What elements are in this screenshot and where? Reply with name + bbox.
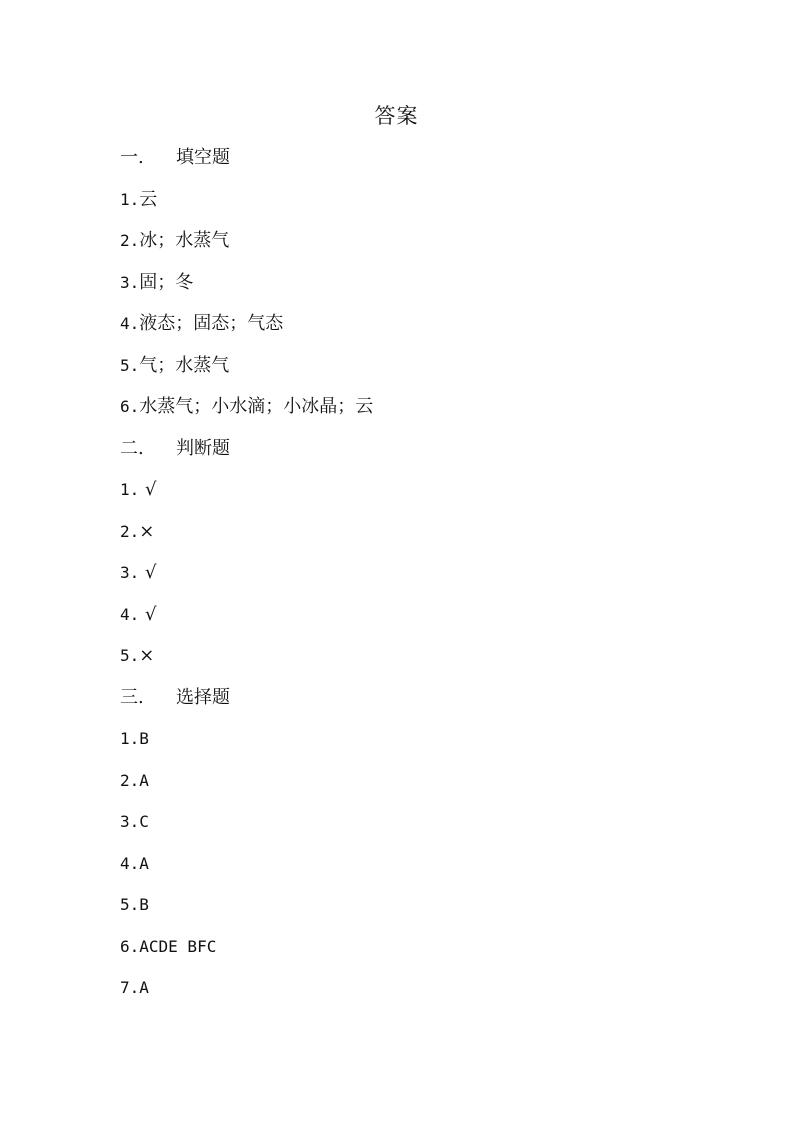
item-number: 6.: [120, 936, 140, 956]
item-answer: ACDE BFC: [139, 936, 217, 956]
answer-item: [120, 766, 680, 808]
item-number: 2.: [120, 231, 140, 250]
answer-item: [120, 226, 680, 268]
item-number: 5.: [120, 895, 140, 914]
item-number: 2.: [120, 770, 140, 790]
item-answer: A: [139, 853, 149, 873]
item-number: 7.: [120, 978, 140, 997]
check-mark: √: [145, 603, 157, 625]
item-number: 5.: [120, 355, 140, 375]
answer-item: [120, 309, 680, 351]
answer-item: [120, 932, 680, 974]
item-number: 4.: [120, 853, 140, 873]
section-number: 三.: [120, 686, 144, 708]
item-answer: C: [139, 812, 149, 831]
item-number: 3.: [120, 812, 140, 831]
check-mark: √: [145, 479, 157, 500]
section-heading: [120, 434, 680, 476]
item-answer: 水蒸气；小水滴；小冰晶；云: [139, 396, 374, 417]
section-number: 一.: [120, 147, 144, 168]
item-answer: 云: [139, 188, 158, 210]
answer-item: [120, 973, 680, 1015]
answer-item: [120, 849, 680, 891]
item-answer: B: [139, 895, 149, 914]
item-answer: A: [139, 770, 149, 790]
item-answer: 冰；水蒸气: [139, 230, 230, 251]
answer-item: [120, 268, 680, 310]
item-number: 6.: [120, 397, 140, 416]
section-heading: [120, 683, 680, 725]
item-number: 2.: [120, 521, 140, 541]
item-number: 4.: [120, 314, 140, 333]
answer-item: [120, 890, 680, 932]
item-number: 1.: [120, 480, 140, 499]
item-number: 1.: [120, 729, 140, 748]
item-number: 3.: [120, 272, 140, 292]
section-title: 填空题: [176, 147, 230, 168]
item-answer: A: [139, 978, 149, 997]
check-mark: √: [145, 562, 157, 583]
answer-item: [120, 641, 680, 683]
item-number: 1.: [120, 189, 140, 209]
answer-item: [120, 185, 680, 227]
answer-item: [120, 392, 680, 434]
answer-item: [120, 475, 680, 517]
item-number: 3.: [120, 563, 140, 582]
item-answer: 固；冬: [139, 271, 194, 293]
item-answer: 液态；固态；气态: [139, 313, 284, 334]
item-answer: 气；水蒸气: [139, 354, 230, 376]
item-answer: B: [139, 729, 149, 748]
answer-item: [120, 517, 680, 559]
answer-item: [120, 600, 680, 642]
cross-mark: ×: [139, 645, 155, 666]
item-number: 4.: [120, 604, 140, 624]
cross-mark: ×: [139, 520, 155, 542]
answer-content: [120, 143, 680, 1015]
section-number: 二.: [120, 437, 144, 459]
section-title: 判断题: [176, 437, 230, 459]
section-heading: [120, 143, 680, 185]
answer-item: [120, 351, 680, 393]
answer-item: [120, 807, 680, 849]
answer-item: [120, 558, 680, 600]
answer-item: [120, 724, 680, 766]
page-title: 答案: [374, 104, 419, 128]
section-title: 选择题: [176, 686, 230, 708]
item-number: 5.: [120, 646, 140, 665]
